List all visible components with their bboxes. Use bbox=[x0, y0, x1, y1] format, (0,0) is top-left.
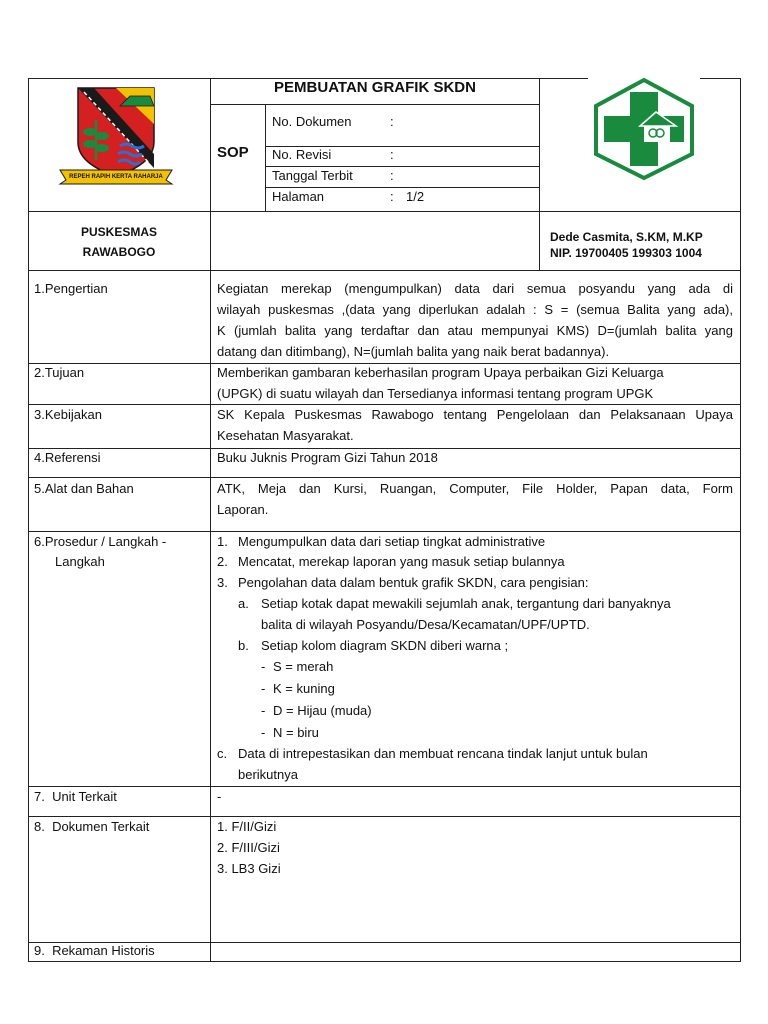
field-sep: : bbox=[390, 147, 394, 162]
step-text: Mengumpulkan data dari setiap tingkat administrative bbox=[238, 534, 546, 549]
dokumen-item: 2. F/III/Gizi bbox=[217, 840, 280, 855]
section-label-pengertian: 1.Pengertian bbox=[34, 281, 108, 296]
color-item-marker: - bbox=[261, 681, 266, 696]
signer-nip: NIP. 19700405 199303 1004 bbox=[550, 246, 702, 260]
section-label-alat: 5.Alat dan Bahan bbox=[34, 481, 134, 496]
field-value: 1/2 bbox=[406, 189, 425, 204]
field-label: Halaman bbox=[272, 189, 325, 204]
color-item-marker: - bbox=[261, 725, 266, 740]
field-label: No. Revisi bbox=[272, 147, 332, 162]
kebijakan-line: Kesehatan Masyarakat. bbox=[217, 428, 354, 443]
color-item-marker: - bbox=[261, 659, 266, 674]
document-title: PEMBUATAN GRAFIK SKDN bbox=[274, 79, 476, 96]
dokumen-item: 1. F/II/Gizi bbox=[217, 819, 277, 834]
pengertian-line: wilayah puskesmas ,(data yang diperlukan adalah : S = (semua Balita yang ada), bbox=[217, 302, 733, 317]
logo-motto: REPEH RAPIH KERTA RAHARJA bbox=[69, 174, 163, 180]
tujuan-line: (UPGK) di suatu wilayah dan Tersedianya informasi tentang program UPGK bbox=[217, 386, 654, 401]
section-label-dokumen: 8. Dokumen Terkait bbox=[34, 819, 150, 834]
org-name-line1: PUSKESMAS bbox=[80, 225, 157, 239]
section-label-kebijakan: 3.Kebijakan bbox=[34, 407, 102, 422]
field-sep: : bbox=[390, 168, 394, 183]
sub-marker-a: a. bbox=[238, 596, 249, 611]
sub-b-text: Setiap kolom diagram SKDN diberi warna ; bbox=[261, 638, 509, 653]
sub-c-text: Data di intrepestasikan dan membuat rencana tindak lanjut untuk bulan bbox=[238, 746, 648, 761]
step-text: Mencatat, merekap laporan yang masuk setiap bulannya bbox=[238, 554, 565, 569]
sop-label: SOP bbox=[217, 144, 249, 161]
alat-line: Laporan. bbox=[217, 502, 269, 517]
field-sep: : bbox=[390, 114, 394, 129]
dokumen-item: 3. LB3 Gizi bbox=[217, 861, 281, 876]
color-item-text: S = merah bbox=[273, 659, 334, 674]
color-item-text: N = biru bbox=[273, 725, 319, 740]
step-text: Pengolahan data dalam bentuk grafik SKDN, cara pengisian: bbox=[238, 575, 589, 590]
sub-a-text: Setiap kotak dapat mewakili sejumlah anak, tergantung dari banyaknya bbox=[261, 596, 671, 611]
alat-line: ATK, Meja dan Kursi, Ruangan, Computer, File Holder, Papan data, Form bbox=[217, 481, 733, 496]
referensi-line: Buku Juknis Program Gizi Tahun 2018 bbox=[217, 450, 438, 465]
field-label: Tanggal Terbit bbox=[272, 168, 353, 183]
pengertian-line: Kegiatan merekap (mengumpulkan) data dari semua posyandu yang ada di bbox=[217, 281, 733, 296]
step-marker: 1. bbox=[217, 534, 228, 549]
pengertian-line: K (jumlah balita yang terdaftar dan atau mempunyai KMS) D=(jumlah balita yang bbox=[217, 323, 733, 338]
color-item-text: K = kuning bbox=[273, 681, 335, 696]
field-label: No. Dokumen bbox=[272, 114, 352, 129]
sub-marker-c: c. bbox=[217, 746, 228, 761]
regency-emblem-logo bbox=[54, 84, 178, 188]
org-name-line2: RAWABOGO bbox=[82, 245, 156, 259]
step-marker: 3. bbox=[217, 575, 228, 590]
field-sep: : bbox=[390, 189, 394, 204]
section-label-prosedur: 6.Prosedur / Langkah - bbox=[34, 534, 167, 549]
section-label-unit: 7. Unit Terkait bbox=[34, 789, 117, 804]
tujuan-line: Memberikan gambaran keberhasilan program Upaya perbaikan Gizi Keluarga bbox=[217, 365, 664, 380]
section-label-rekaman: 9. Rekaman Historis bbox=[34, 943, 155, 958]
unit-value: - bbox=[217, 789, 222, 804]
sub-a-text-cont: balita di wilayah Posyandu/Desa/Kecamatan/UPF/UPTD. bbox=[261, 617, 590, 632]
section-label-tujuan: 2.Tujuan bbox=[34, 365, 85, 380]
sub-marker-b: b. bbox=[238, 638, 249, 653]
step-marker: 2. bbox=[217, 554, 228, 569]
color-item-text: D = Hijau (muda) bbox=[273, 703, 372, 718]
section-label-prosedur-cont: Langkah bbox=[55, 554, 105, 569]
sub-c-text-cont: berikutnya bbox=[238, 767, 298, 782]
kebijakan-line: SK Kepala Puskesmas Rawabogo tentang Pengelolaan dan Pelaksanaan Upaya bbox=[217, 407, 733, 422]
puskesmas-logo bbox=[588, 76, 700, 182]
pengertian-line: datang dan ditimbang), N=(jumlah balita yang naik berat badannya). bbox=[217, 344, 610, 359]
signer-name: Dede Casmita, S.KM, M.KP bbox=[550, 230, 703, 244]
color-item-marker: - bbox=[261, 703, 266, 718]
section-label-referensi: 4.Referensi bbox=[34, 450, 101, 465]
